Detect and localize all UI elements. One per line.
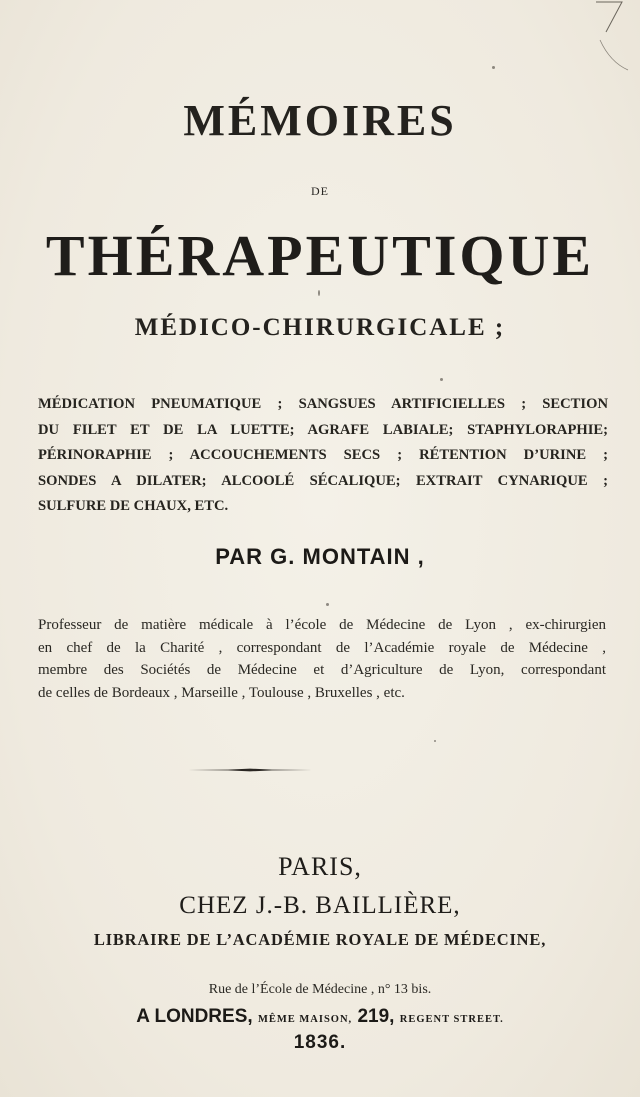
imprint-city: PARIS,	[278, 852, 362, 881]
subjects-line: PÉRINORAPHIE ; ACCOUCHEMENTS SECS ; RÉTENTION D’URINE ;	[38, 447, 608, 463]
paper-speck	[326, 603, 329, 606]
subjects-list	[38, 392, 608, 520]
london-number: 219,	[357, 1006, 395, 1027]
subjects-line: SONDES A DILATER; ALCOOLÉ SÉCALIQUE; EXTRAIT CYNARIQUE ;	[38, 472, 608, 489]
paper-speck	[318, 290, 320, 296]
paper-speck	[440, 378, 443, 381]
imprint-publisher-title: LIBRAIRE DE L’ACADÉMIE ROYALE DE MÉDECINE,	[93, 930, 547, 949]
imprint-year: 1836.	[293, 1032, 347, 1053]
author-line: PAR G. MONTAIN ,	[215, 544, 425, 569]
subjects-line: SULFURE DE CHAUX, ETC.	[38, 498, 229, 514]
imprint-publisher: CHEZ J.-B. BAILLIÈRE,	[179, 892, 461, 919]
london-same-house: MÊME MAISON,	[257, 1014, 353, 1025]
paper-speck	[492, 66, 495, 69]
title-de: DE	[311, 184, 329, 198]
ornamental-rule	[188, 767, 312, 773]
london-prefix: A LONDRES,	[136, 1006, 253, 1027]
london-street: REGENT STREET.	[399, 1014, 504, 1025]
credentials-line: membre des Sociétés de Médecine et d’Agriculture de Lyon, correspondant	[38, 662, 606, 678]
corner-pencil-mark	[592, 0, 632, 72]
credentials-line: de celles de Bordeaux , Marseille , Toulouse , Bruxelles , etc.	[38, 684, 405, 701]
title-medico-chirurgicale: MÉDICO-CHIRURGICALE ;	[134, 314, 506, 341]
subjects-line: DU FILET ET DE LA LUETTE; AGRAFE LABIALE; STAPHYLORAPHIE;	[38, 421, 608, 438]
title-memoires: MÉMOIRES	[183, 96, 457, 145]
title-therapeutique: THÉRAPEUTIQUE	[45, 223, 595, 288]
paper-speck	[434, 740, 436, 742]
credentials-line: Professeur de matière médicale à l’école de Médecine de Lyon , ex-chirurgien	[38, 617, 606, 633]
subjects-line: MÉDICATION PNEUMATIQUE ; SANGSUES ARTIFICIELLES ; SECTION	[38, 396, 608, 412]
imprint-address: Rue de l’École de Médecine , n° 13 bis.	[208, 982, 432, 997]
author-credentials	[38, 614, 606, 704]
credentials-line: en chef de la Charité , correspondant de l’Académie royale de Médecine ,	[38, 639, 606, 656]
imprint-london-line	[0, 1006, 640, 1028]
